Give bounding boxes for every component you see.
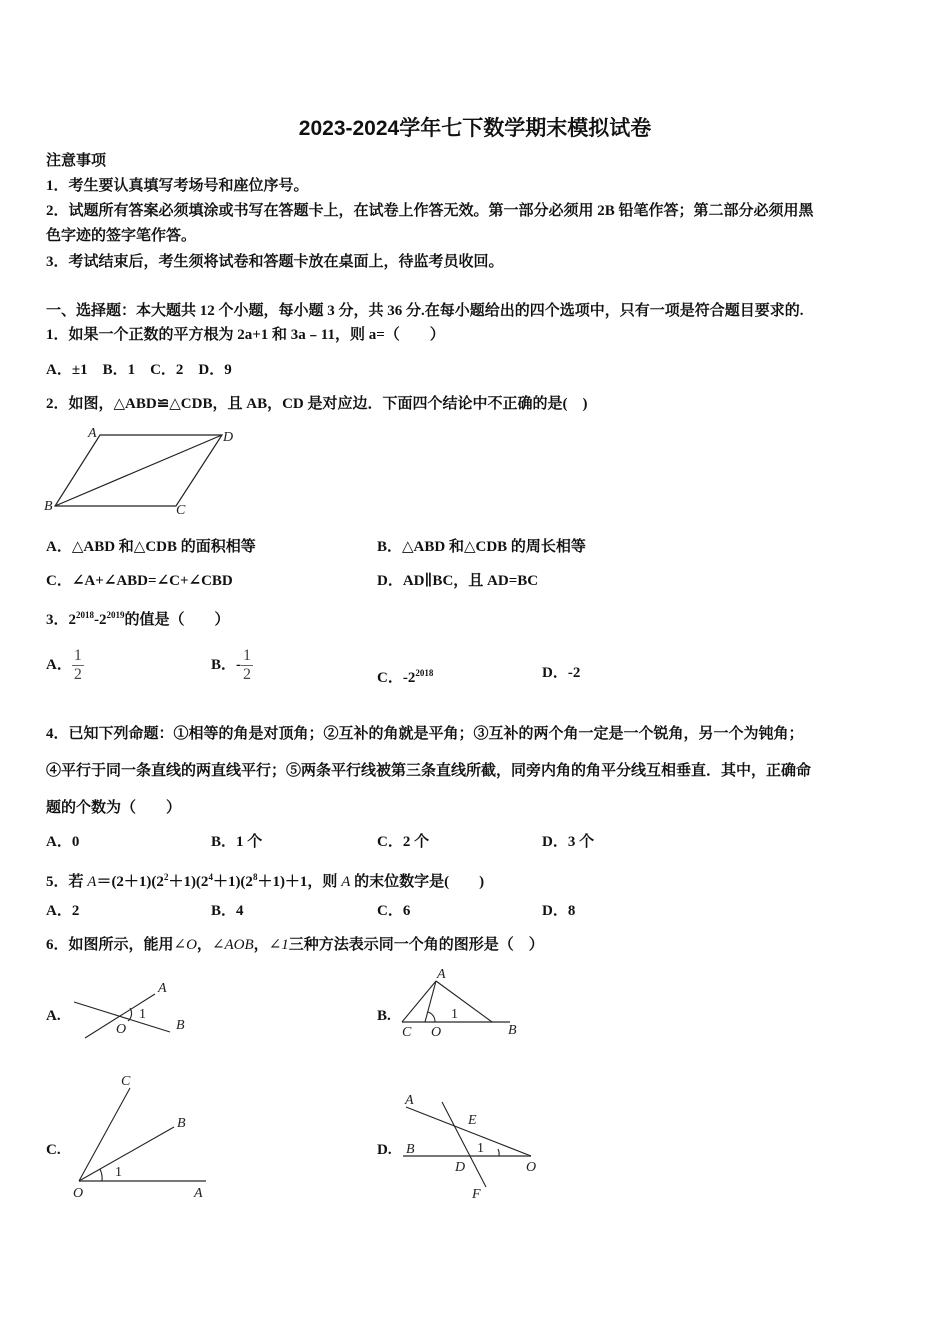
q4-line: 4．已知下列命题：①相等的角是对顶角；②互补的角就是平角；③互补的两个角一定是一个锐角，另一个为钝角； (46, 726, 804, 742)
numerator: 1 (73, 647, 82, 665)
q3-option-d: D．-2 (542, 665, 581, 681)
q3-exp1: 2018 (76, 610, 95, 620)
page-title: 2023-2024学年七下数学期末模拟试卷 (298, 117, 652, 140)
numerator: 1 (243, 647, 252, 665)
label: B (508, 1023, 517, 1038)
q2-stem: 2．如图，△ABD≌△CDB，且 AB，CD 是对应边．下面四个结论中不正确的是( ) (46, 396, 588, 412)
label: D (455, 1160, 466, 1175)
q3-minus: - (94, 612, 100, 628)
label-a: A (88, 426, 97, 441)
label: B (406, 1142, 415, 1157)
exp: 8 (252, 872, 258, 882)
option-label: C．-2 (377, 670, 416, 686)
label: 1 (139, 1007, 146, 1022)
q3-num: 3． (46, 612, 69, 628)
math: ∠1 (268, 937, 289, 953)
t: ＝(2＋1)(2 (96, 874, 164, 890)
exponent: 2018 (415, 668, 434, 678)
q5-option-a: A．2 (46, 903, 80, 919)
label: 1 (115, 1165, 122, 1180)
notice-heading: 注意事项 (46, 153, 107, 169)
label-c: C (176, 503, 186, 518)
q4-line: ④平行于同一条直线的两直线平行；⑤两条平行线被第三条直线所截，同旁内角的角平分线互相垂直．其中，正确命 (46, 763, 812, 779)
q6-figure-d (403, 1102, 531, 1187)
var-a: A (341, 874, 351, 890)
label: B (177, 1116, 186, 1131)
t: 的末位数字是( ) (350, 874, 485, 890)
t: 5．若 (46, 874, 88, 890)
label: F (472, 1187, 481, 1202)
q3-exp2: 2019 (106, 610, 125, 620)
label: B (176, 1018, 185, 1033)
q1-stem: 1．如果一个正数的平方根为 2a+1 和 3a﹣11，则 a=（ ） (46, 327, 445, 343)
q4-option-a: A．0 (46, 834, 80, 850)
notice-item: 3．考试结束后，考生须将试卷和答题卡放在桌面上，待监考员收回。 (46, 254, 504, 270)
label: E (468, 1113, 477, 1128)
notice-item: 1．考生要认真填写考场号和座位序号。 (46, 178, 309, 194)
notice-item: 色字迹的签字笔作答。 (46, 228, 197, 244)
exp: 2 (163, 872, 169, 882)
q3-tail: 的值是（ ） (124, 612, 230, 628)
exp: 4 (208, 872, 213, 882)
math: ∠AOB (211, 937, 254, 953)
option-label: A． (46, 657, 72, 673)
label: C (121, 1074, 131, 1089)
t: 6．如图所示，能用 (46, 937, 174, 953)
q4-option-d: D．3 个 (542, 834, 595, 850)
q2-option-c: C．∠A+∠ABD=∠C+∠CBD (46, 573, 233, 589)
math: ∠O (173, 937, 197, 953)
q4-option-b: B．1 个 (211, 834, 263, 850)
label: A (437, 967, 446, 982)
var-a: A (87, 874, 97, 890)
q6-option-a: A. (46, 1008, 61, 1024)
denominator: 2 (243, 666, 252, 684)
label: O (431, 1025, 442, 1040)
q6-option-c: C. (46, 1142, 61, 1158)
denominator: 2 (73, 666, 82, 684)
label: O (73, 1186, 84, 1201)
q6-option-d: D. (377, 1142, 392, 1158)
q1-options: A．±1 B．1 C．2 D．9 (46, 362, 232, 378)
notice-item: 2．试题所有答案必须填涂或书写在答题卡上，在试卷上作答无效。第一部分必须用 2B 铅笔作答；第二部分必须用黑 (46, 203, 814, 219)
q5-option-b: B．4 (211, 903, 244, 919)
label-d: D (223, 430, 234, 445)
label: 1 (477, 1141, 484, 1156)
t: ＋1)(2 (212, 874, 253, 890)
label: A (405, 1093, 414, 1108)
label: O (526, 1160, 537, 1175)
label: A (158, 981, 167, 996)
label: O (116, 1022, 127, 1037)
label-b: B (44, 499, 53, 514)
q5-option-c: C．6 (377, 903, 411, 919)
q3-base1: 2 (68, 612, 77, 628)
label: C (402, 1025, 412, 1040)
q6-option-b: B. (377, 1008, 391, 1024)
label: A (194, 1186, 203, 1201)
option-label: B．- (211, 657, 242, 673)
q2-option-b: B．△ABD 和△CDB 的周长相等 (377, 539, 586, 555)
q2-option-d: D．AD∥BC，且 AD=BC (377, 573, 539, 589)
q4-line: 题的个数为（ ） (46, 800, 182, 816)
section-heading: 一、选择题：本大题共 12 个小题，每小题 3 分，共 36 分.在每小题给出的四个选项中，只有一项是符合题目要求的. (46, 303, 804, 319)
q4-option-c: C．2 个 (377, 834, 430, 850)
label: 1 (451, 1007, 458, 1022)
q2-option-a: A．△ABD 和△CDB 的面积相等 (46, 539, 256, 555)
t: ， (196, 937, 212, 953)
t: ＋1)＋1，则 (257, 874, 342, 890)
q6-figure-c (79, 1088, 206, 1181)
t: ＋1)(2 (168, 874, 209, 890)
t: 三种方法表示同一个角的图形是（ ） (288, 937, 544, 953)
q5-option-d: D．8 (542, 903, 576, 919)
q3-base2: 2 (99, 612, 107, 628)
t: ， (253, 937, 269, 953)
